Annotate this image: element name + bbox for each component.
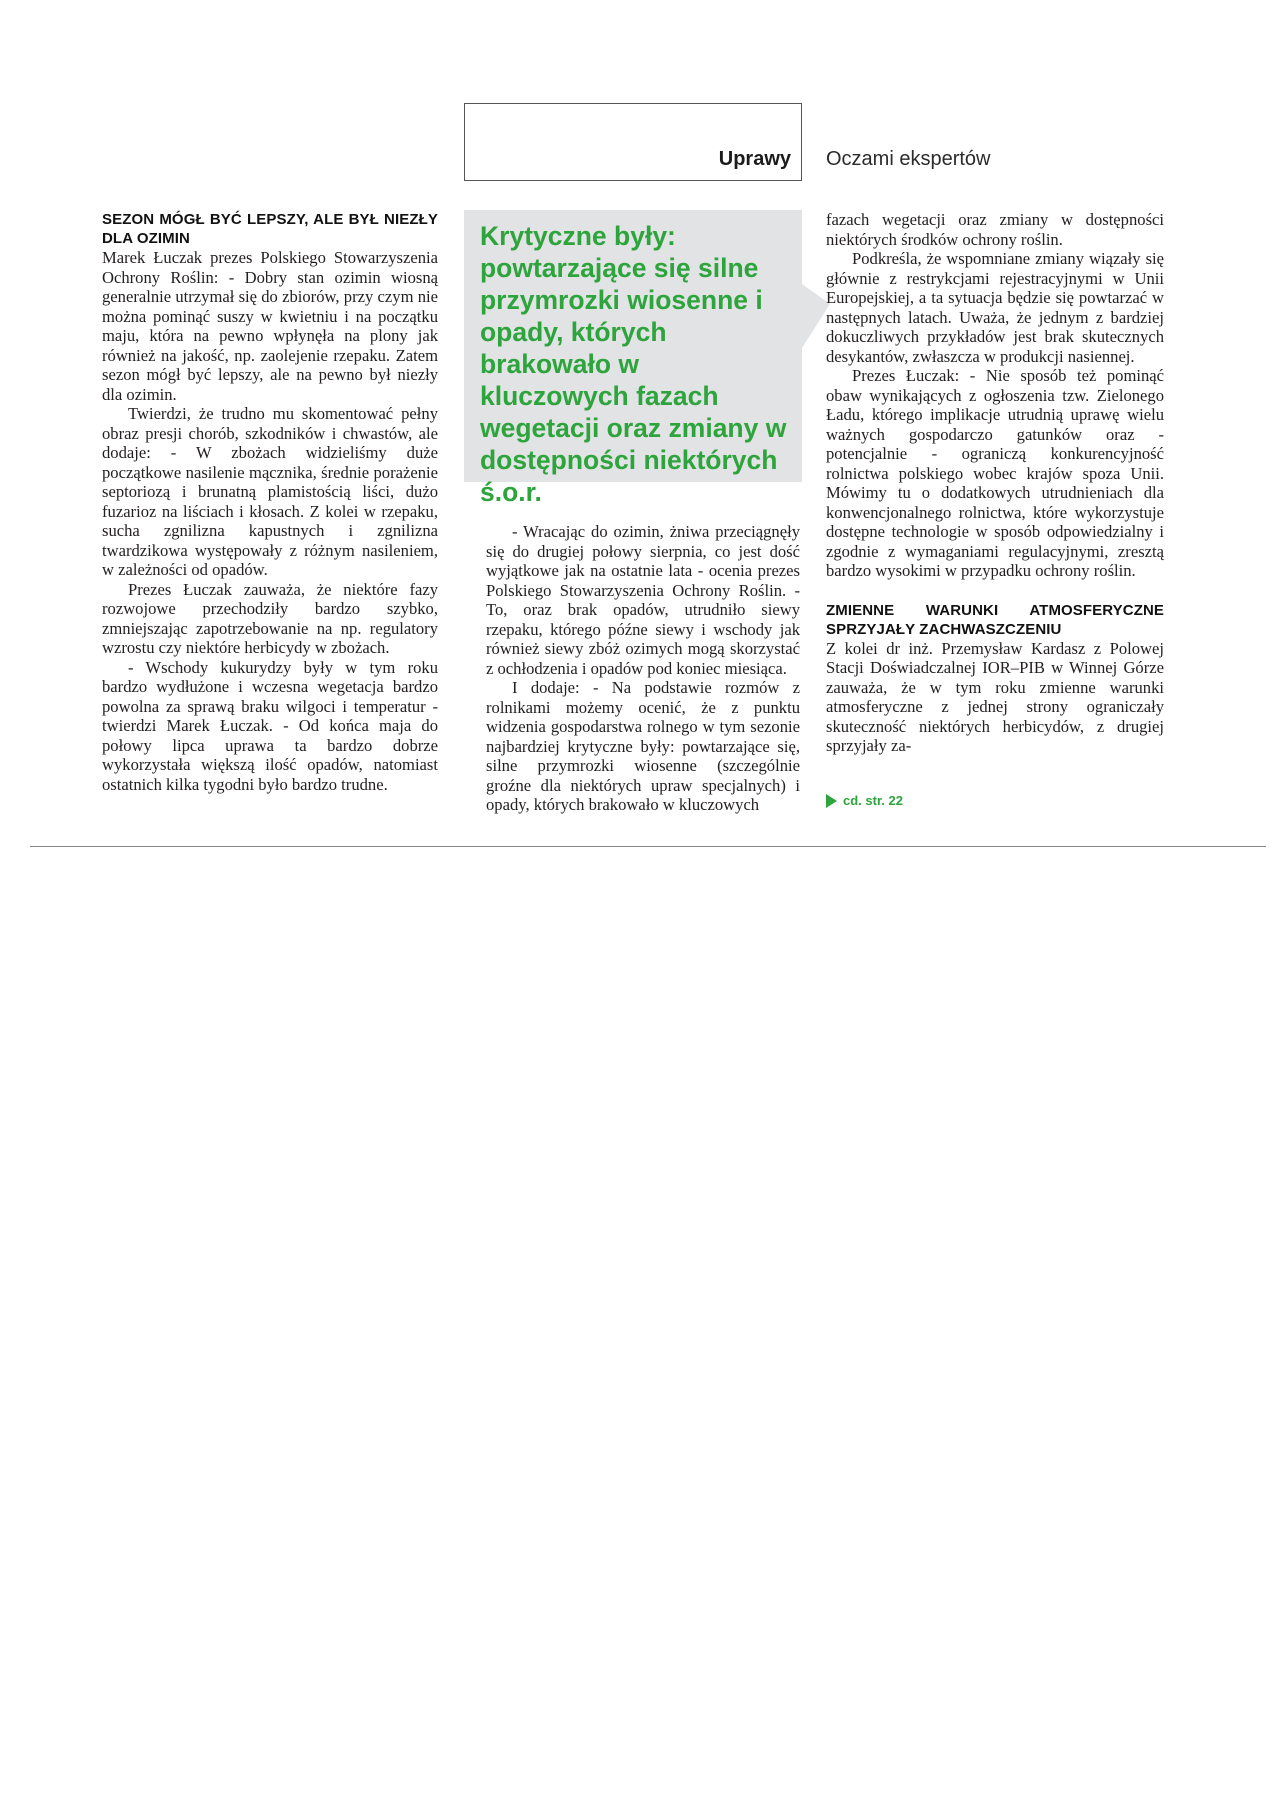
paragraph: Prezes Łuczak zauważa, że niektóre fazy rozwojowe przechodziły bardzo szybko, zmniejszając zapotrzebowanie na np. regulatory wzrostu czy niektóre herbicydy w zbożach. bbox=[102, 579, 438, 657]
continuation-link[interactable] bbox=[826, 793, 903, 808]
subheading-1: SEZON MÓGŁ BYĆ LEPSZY, ALE BYŁ NIEZŁY DLA OZIMIN bbox=[102, 211, 438, 247]
article-column-2 bbox=[486, 522, 800, 815]
section-title: Uprawy bbox=[718, 148, 791, 170]
article-column-1 bbox=[102, 210, 438, 794]
section-subtitle: Oczami ekspertów bbox=[826, 148, 991, 170]
section-header-box bbox=[464, 103, 802, 181]
paragraph: I dodaje: - Na podstawie rozmów z rolnikami możemy ocenić, że z punktu widzenia gospodarstwa rolnego w tym sezonie najbardziej krytyczne były: powtarzające się, silne przymrozki wiosenne (szczególnie groźne dla niektórych upraw specjalnych) i opady, których brakowało w kluczowych bbox=[486, 678, 800, 814]
paragraph: - Wschody kukurydzy były w tym roku bardzo wydłużone i wczesna wegetacja bardzo powolna za sprawą braku wilgoci i temperatur - twierdzi Marek Łuczak. - Od końca maja do połowy lipca uprawa ta bardzo dobrze wykorzystała większą ilość opadów, natomiast ostatnich kilka tygodni było bardzo trudne. bbox=[102, 657, 438, 794]
paragraph: Prezes Łuczak: - Nie sposób też pominąć obaw wynikających z ogłoszenia tzw. Zielonego Ładu, którego implikacje utrudnią uprawę wielu ważnych gospodarczo gatunków oraz - potencjalnie - ograniczą konkurencyjność rolnictwa polskiego wobec krajów spoza Unii. Mówimy tu o dodatkowych utrudnieniach dla konwencjonalnego rolnictwa, które wykorzystuje dostępne technologie w sposób odpowiedzialny i zgodnie z wymaganiami regulacyjnymi, zresztą bardzo wysokimi w przypadku ochrony roślin. bbox=[826, 366, 1164, 580]
pull-quote-text: Krytyczne były: powtarzające się silne przymrozki wiosenne i opady, których brakowało w kluczowych fazach wegetacji oraz zmiany w dostępności niektórych ś.o.r. bbox=[480, 221, 787, 507]
paragraph: Z kolei dr inż. Przemysław Kardasz z Polowej Stacji Doświadczalnej IOR–PIB w Winnej Górze zauważa, że w tym roku zmienne warunki atmosferyczne z jednej strony ograniczały skuteczność niektórych herbicydów, z drugiej sprzyjały za- bbox=[826, 638, 1164, 755]
pull-quote-box bbox=[464, 210, 802, 507]
paragraph: - Wracając do ozimin, żniwa przeciągnęły się do drugiej połowy sierpnia, co jest dość wyjątkowe jak na ostatnie lata - ocenia prezes Polskiego Stowarzyszenia Ochrony Roślin. - To, oraz brak opadów, utrudniło siewy rzepaku, którego późne siewy i wschody jak również siewy zbóż ozimych mogą skorzystać z ochłodzenia i opadów pod koniec miesiąca. bbox=[486, 522, 800, 678]
page-divider bbox=[30, 846, 1266, 847]
article-column-3 bbox=[826, 210, 1164, 756]
paragraph: Podkreśla, że wspomniane zmiany wiązały się głównie z restrykcjami rejestracyjnymi w Unii Europejskiej, a ta sytuacja będzie się powtarzać w następnych latach. Uważa, że jednym z bardziej dokuczliwych przykładów jest brak skutecznych desykantów, zwłaszcza w produkcji nasiennej. bbox=[826, 249, 1164, 366]
subheading-2: ZMIENNE WARUNKI ATMOSFERYCZNE SPRZYJAŁY ZACHWASZCZENIU bbox=[826, 601, 1164, 638]
paragraph: Marek Łuczak prezes Polskiego Stowarzyszenia Ochrony Roślin: - Dobry stan ozimin wiosną generalnie utrzymał się do zbiorów, przy czym nie można pominąć suszy w kwietniu i na początku maju, która na pewno wpłynęła na plony jak również na jakość, np. zaolejenie rzepaku. Zatem sezon mógł być lepszy, ale na pewno był niezły dla ozimin. bbox=[102, 248, 438, 404]
play-arrow-icon bbox=[826, 794, 837, 808]
paragraph: Twierdzi, że trudno mu skomentować pełny obraz presji chorób, szkodników i chwastów, ale dodaje: - W zbożach widzieliśmy duże początkowe nasilenie mącznika, średnie porażenie septoriozą i brunatną plamistością liści, dużo fuzarioz na liściach i kłosach. Z kolei w rzepaku, sucha zgnilizna kapustnych i zgnilizna twardzikowa występowały z różnym nasileniem, w zależności od opadów. bbox=[102, 404, 438, 579]
paragraph: fazach wegetacji oraz zmiany w dostępności niektórych środków ochrony roślin. bbox=[826, 210, 1164, 249]
continuation-label: cd. str. 22 bbox=[843, 793, 903, 808]
